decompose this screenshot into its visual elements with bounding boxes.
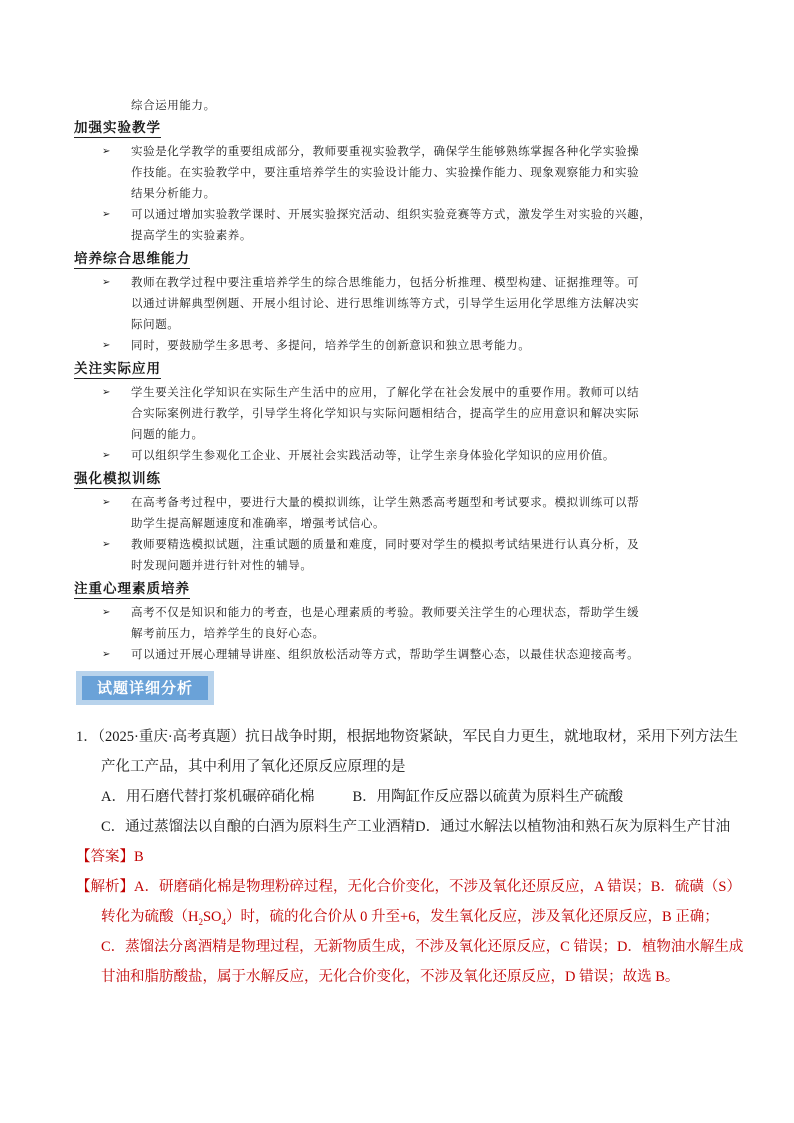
bullet-line: 可以组织学生参观化工企业、开展社会实践活动等，让学生亲身体验化学知识的应用价值。: [131, 448, 615, 462]
bullet-line: 时发现问题并进行针对性的辅导。: [131, 558, 313, 572]
bullet-item: [74, 534, 734, 576]
section-title: 强化模拟训练: [74, 471, 161, 487]
subscript-4: 4: [221, 916, 227, 927]
bullet-item: [74, 272, 734, 335]
arrow-bullet-icon: ➢: [102, 607, 111, 618]
analysis-line-1: [76, 876, 741, 906]
bullet-item: [74, 492, 734, 534]
analysis-line-2: [76, 906, 736, 936]
section-title: 培养综合思维能力: [74, 251, 190, 267]
bullet-item: [74, 335, 734, 356]
arrow-bullet-icon: ➢: [102, 146, 111, 157]
strategy-sections: [74, 117, 734, 667]
arrow-bullet-icon: ➢: [102, 209, 111, 220]
analysis-text-2b: SO: [202, 909, 222, 925]
section-title: 关注实际应用: [74, 361, 161, 377]
bullet-line: 在高考备考过程中，要进行大量的模拟训练，让学生熟悉高考题型和考试要求。模拟训练可以帮: [131, 495, 640, 509]
bullet-line: 教师在教学过程中要注重培养学生的综合思维能力，包括分析推理、模型构建、证据推理等。可: [131, 275, 640, 289]
bullet-line: 可以通过开展心理辅导讲座、组织放松活动等方式，帮助学生调整心态，以最佳状态迎接高考。: [131, 647, 640, 661]
analysis-label: 【解析】: [76, 879, 134, 895]
bullet-line: 解考前压力，培养学生的良好心态。: [131, 626, 325, 640]
section: [74, 358, 734, 466]
bullet-item: [74, 382, 734, 445]
answer-value: B: [134, 849, 144, 865]
bullet-line: 问题的能力。: [131, 427, 204, 441]
analysis-text-2a: 转化为硫酸（H: [101, 909, 199, 925]
analysis-text-1: A．研磨硝化棉是物理粉碎过程，无化合价变化，不涉及氧化还原反应，A 错误；B．硫磺（S）: [134, 879, 741, 895]
subscript-2: 2: [198, 916, 203, 927]
options-row-1: [76, 786, 736, 816]
arrow-bullet-icon: ➢: [102, 497, 111, 508]
arrow-bullet-icon: ➢: [102, 387, 111, 398]
bullet-line: 高考不仅是知识和能力的考查，也是心理素质的考验。教师要关注学生的心理状态，帮助学生缓: [131, 605, 640, 619]
bullet-line: 际问题。: [131, 317, 180, 331]
bullet-line: 可以通过增加实验教学课时、开展实验探究活动、组织实验竞赛等方式，激发学生对实验的兴趣，: [131, 207, 652, 221]
arrow-bullet-icon: ➢: [102, 450, 111, 461]
analysis-line-4: 甘油和脂肪酸盐，属于水解反应，无化合价变化，不涉及氧化还原反应，D 错误；故选 B。: [101, 969, 680, 985]
analysis-line-3: C．蒸馏法分离酒精是物理过程，无新物质生成，不涉及氧化还原反应，C 错误；D．植物油水解生成: [101, 939, 744, 955]
bullet-item: [74, 644, 734, 665]
continuation-text: 综合运用能力。: [131, 98, 216, 112]
bullet-item: [74, 445, 734, 466]
bullet-item: [74, 141, 734, 204]
bullet-line: 助学生提高解题速度和准确率，增强考试信心。: [131, 516, 386, 530]
bullet-line: 以通过讲解典型例题、开展小组讨论、进行思维训练等方式，引导学生运用化学思维方法解决实: [131, 296, 640, 310]
section-title: 加强实验教学: [74, 120, 161, 136]
section: [74, 117, 734, 246]
arrow-bullet-icon: ➢: [102, 340, 111, 351]
bullet-line: 合实际案例进行教学，引导学生将化学知识与实际问题相结合，提高学生的应用意识和解决实际: [131, 406, 640, 420]
arrow-bullet-icon: ➢: [102, 277, 111, 288]
question-stem-line-2: 产化工产品，其中利用了氧化还原反应原理的是: [101, 759, 406, 775]
answer-line: [76, 846, 736, 876]
question-stem-line-1: 1．（2025·重庆·高考真题）抗日战争时期，根据地物资紧缺，军民自力更生，就地取材，采用下列方法生: [76, 729, 739, 745]
section: [74, 248, 734, 356]
arrow-bullet-icon: ➢: [102, 649, 111, 660]
option-b: B．用陶缸作反应器以硫黄为原料生产硫酸: [352, 789, 624, 805]
bullet-line: 教师要精选模拟试题，注重试题的质量和难度，同时要对学生的模拟考试结果进行认真分析，及: [131, 537, 640, 551]
bullet-line: 学生要关注化学知识在实际生产生活中的应用，了解化学在社会发展中的重要作用。教师可以结: [131, 385, 640, 399]
option-d: D．通过水解法以植物油和熟石灰为原料生产甘油: [415, 819, 731, 835]
answer-label: 【答案】: [76, 849, 134, 865]
bullet-item: [74, 602, 734, 644]
arrow-bullet-icon: ➢: [102, 539, 111, 550]
bullet-line: 同时，要鼓励学生多思考、多提问，培养学生的创新意识和独立思考能力。: [131, 338, 531, 352]
option-a: A．用石磨代替打浆机碾碎硝化棉: [101, 789, 315, 805]
section: [74, 578, 734, 665]
bullet-line: 结果分析能力。: [131, 186, 216, 200]
bullet-item: [74, 204, 734, 246]
bullet-line: 实验是化学教学的重要组成部分，教师要重视实验教学，确保学生能够熟练掌握各种化学实验操: [131, 144, 640, 158]
analysis-text-2c: ）时，硫的化合价从 0 升至+6，发生氧化反应，涉及氧化还原反应，B 正确；: [226, 909, 719, 925]
options-row-2: [76, 816, 736, 846]
bullet-line: 作技能。在实验教学中，要注重培养学生的实验设计能力、实验操作能力、现象观察能力和实验: [131, 165, 640, 179]
bullet-line: 提高学生的实验素养。: [131, 228, 252, 242]
section-title: 注重心理素质培养: [74, 581, 190, 597]
section: [74, 468, 734, 576]
section-banner-label: 试题详细分析: [82, 676, 208, 700]
section-banner: [76, 671, 214, 705]
option-c: C．通过蒸馏法以自酿的白酒为原料生产工业酒精: [101, 819, 416, 835]
question-block: [76, 726, 744, 996]
